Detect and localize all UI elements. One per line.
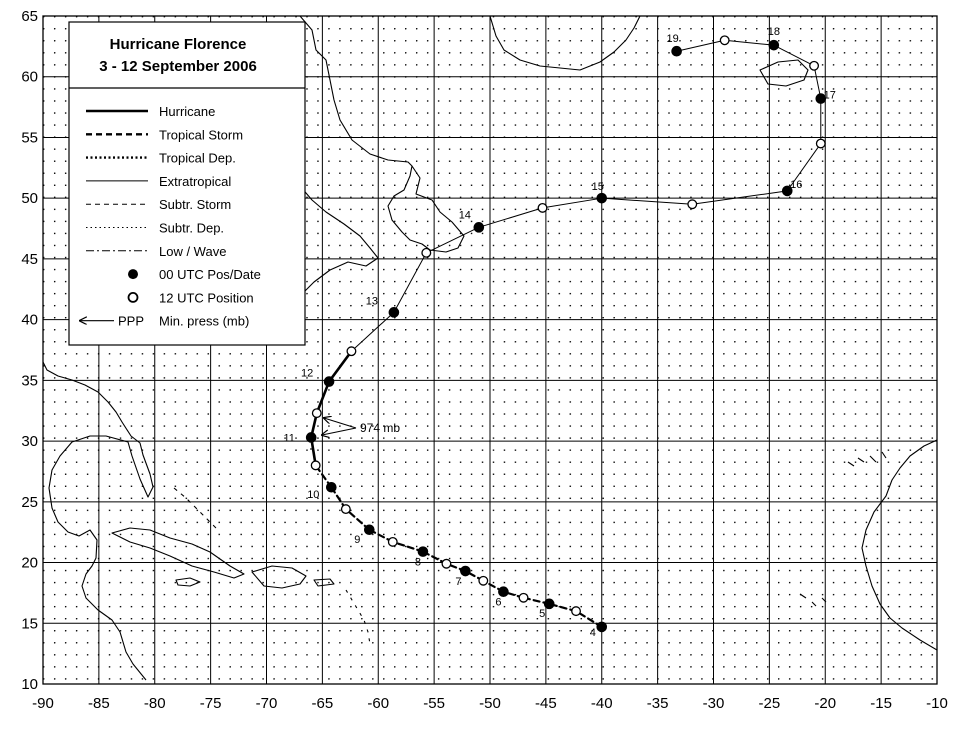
longitude-tick-label: -80 [143, 695, 166, 712]
longitude-axis [32, 695, 948, 712]
day-label: 16 [790, 178, 803, 191]
pressure-label: 974 mb [360, 421, 401, 435]
day-label: 11 [283, 432, 295, 445]
12utc-position-marker [720, 36, 729, 45]
12utc-position-marker [342, 505, 351, 514]
day-label: 13 [365, 295, 379, 308]
longitude-tick-label: -50 [479, 695, 501, 712]
00utc-position-marker [499, 587, 509, 597]
latitude-tick-label: 65 [21, 8, 38, 25]
00utc-position-marker [672, 46, 682, 56]
day-label: 6 [495, 596, 502, 609]
longitude-tick-label: -25 [758, 695, 781, 712]
longitude-tick-label: -60 [367, 695, 390, 712]
longitude-tick-label: -10 [926, 695, 948, 712]
12utc-position-marker [388, 538, 397, 547]
latitude-tick-label: 45 [21, 250, 38, 268]
day-label: 18 [767, 26, 780, 39]
00utc-position-marker [474, 223, 484, 233]
00utc-position-marker [365, 525, 375, 535]
12utc-position-marker [311, 461, 320, 470]
latitude-tick-label: 55 [21, 129, 38, 147]
12utc-position-marker [422, 249, 431, 258]
longitude-tick-label: -85 [88, 695, 110, 712]
longitude-tick-label: -75 [199, 695, 222, 712]
day-label: 15 [591, 181, 604, 194]
00utc-position-marker [769, 40, 779, 50]
00utc-position-marker [418, 547, 428, 557]
legend-filled-circle [128, 269, 138, 279]
latitude-tick-label: 15 [21, 615, 38, 633]
legend-label: Extratropical [159, 173, 232, 189]
day-label: 5 [539, 607, 546, 620]
longitude-tick-label: -20 [814, 695, 837, 712]
day-label: 19 [666, 33, 679, 46]
legend-title-line-2: 3 - 12 September 2006 [99, 58, 257, 75]
00utc-position-marker [461, 566, 471, 576]
legend-title-line-1: Hurricane Florence [109, 36, 247, 53]
12utc-position-marker [479, 576, 488, 585]
latitude-tick-label: 30 [21, 433, 38, 451]
longitude-tick-label: -70 [255, 695, 278, 712]
legend-open-circle [129, 293, 138, 302]
day-label: 7 [455, 576, 462, 589]
00utc-position-marker [327, 482, 337, 492]
00utc-position-marker [544, 599, 554, 609]
12utc-position-marker [572, 607, 581, 616]
latitude-axis [21, 8, 38, 693]
legend-label: Subtr. Storm [159, 197, 232, 213]
day-label: 14 [458, 209, 471, 222]
legend-label: Subtr. Dep. [159, 220, 225, 236]
day-label: 10 [307, 489, 320, 502]
day-label: 12 [300, 367, 314, 380]
legend-label: Min. press (mb) [159, 313, 250, 329]
12utc-position-marker [442, 559, 451, 568]
00utc-position-marker [324, 377, 334, 387]
00utc-position-marker [306, 433, 316, 443]
day-label: 4 [589, 626, 596, 639]
legend-label: Tropical Dep. [159, 150, 236, 166]
12utc-position-marker [519, 593, 528, 602]
latitude-tick-label: 35 [21, 372, 38, 390]
legend-box [69, 22, 305, 345]
legend-label: 12 UTC Position [159, 290, 254, 306]
longitude-tick-label: -35 [646, 695, 669, 712]
day-label: 8 [414, 556, 422, 569]
12utc-position-marker [538, 204, 547, 213]
12utc-position-marker [688, 200, 697, 209]
longitude-tick-label: -55 [423, 695, 445, 712]
legend-label: Low / Wave [159, 243, 227, 259]
latitude-tick-label: 40 [21, 311, 38, 329]
latitude-tick-label: 20 [21, 554, 38, 572]
day-label: 9 [354, 533, 361, 546]
latitude-tick-label: 25 [21, 493, 38, 511]
00utc-position-marker [597, 622, 607, 632]
longitude-tick-label: -65 [311, 695, 334, 712]
latitude-tick-label: 60 [21, 68, 38, 86]
12utc-position-marker [810, 61, 819, 70]
00utc-position-marker [389, 308, 399, 318]
legend-label: Tropical Storm [159, 127, 244, 143]
legend-arrow-text: PPP [118, 313, 145, 329]
12utc-position-marker [816, 139, 825, 148]
legend-label: Hurricane [159, 104, 216, 119]
longitude-tick-label: -15 [870, 695, 892, 712]
12utc-position-marker [312, 409, 321, 418]
latitude-tick-label: 10 [21, 676, 38, 693]
longitude-tick-label: -40 [590, 695, 613, 712]
00utc-position-marker [597, 193, 607, 203]
longitude-tick-label: -45 [535, 695, 557, 712]
12utc-position-marker [347, 347, 356, 356]
legend-label: 00 UTC Pos/Date [159, 267, 261, 283]
latitude-tick-label: 50 [21, 190, 38, 208]
longitude-tick-label: -90 [32, 695, 54, 712]
longitude-tick-label: -30 [702, 695, 725, 712]
day-label: 17 [823, 89, 836, 102]
